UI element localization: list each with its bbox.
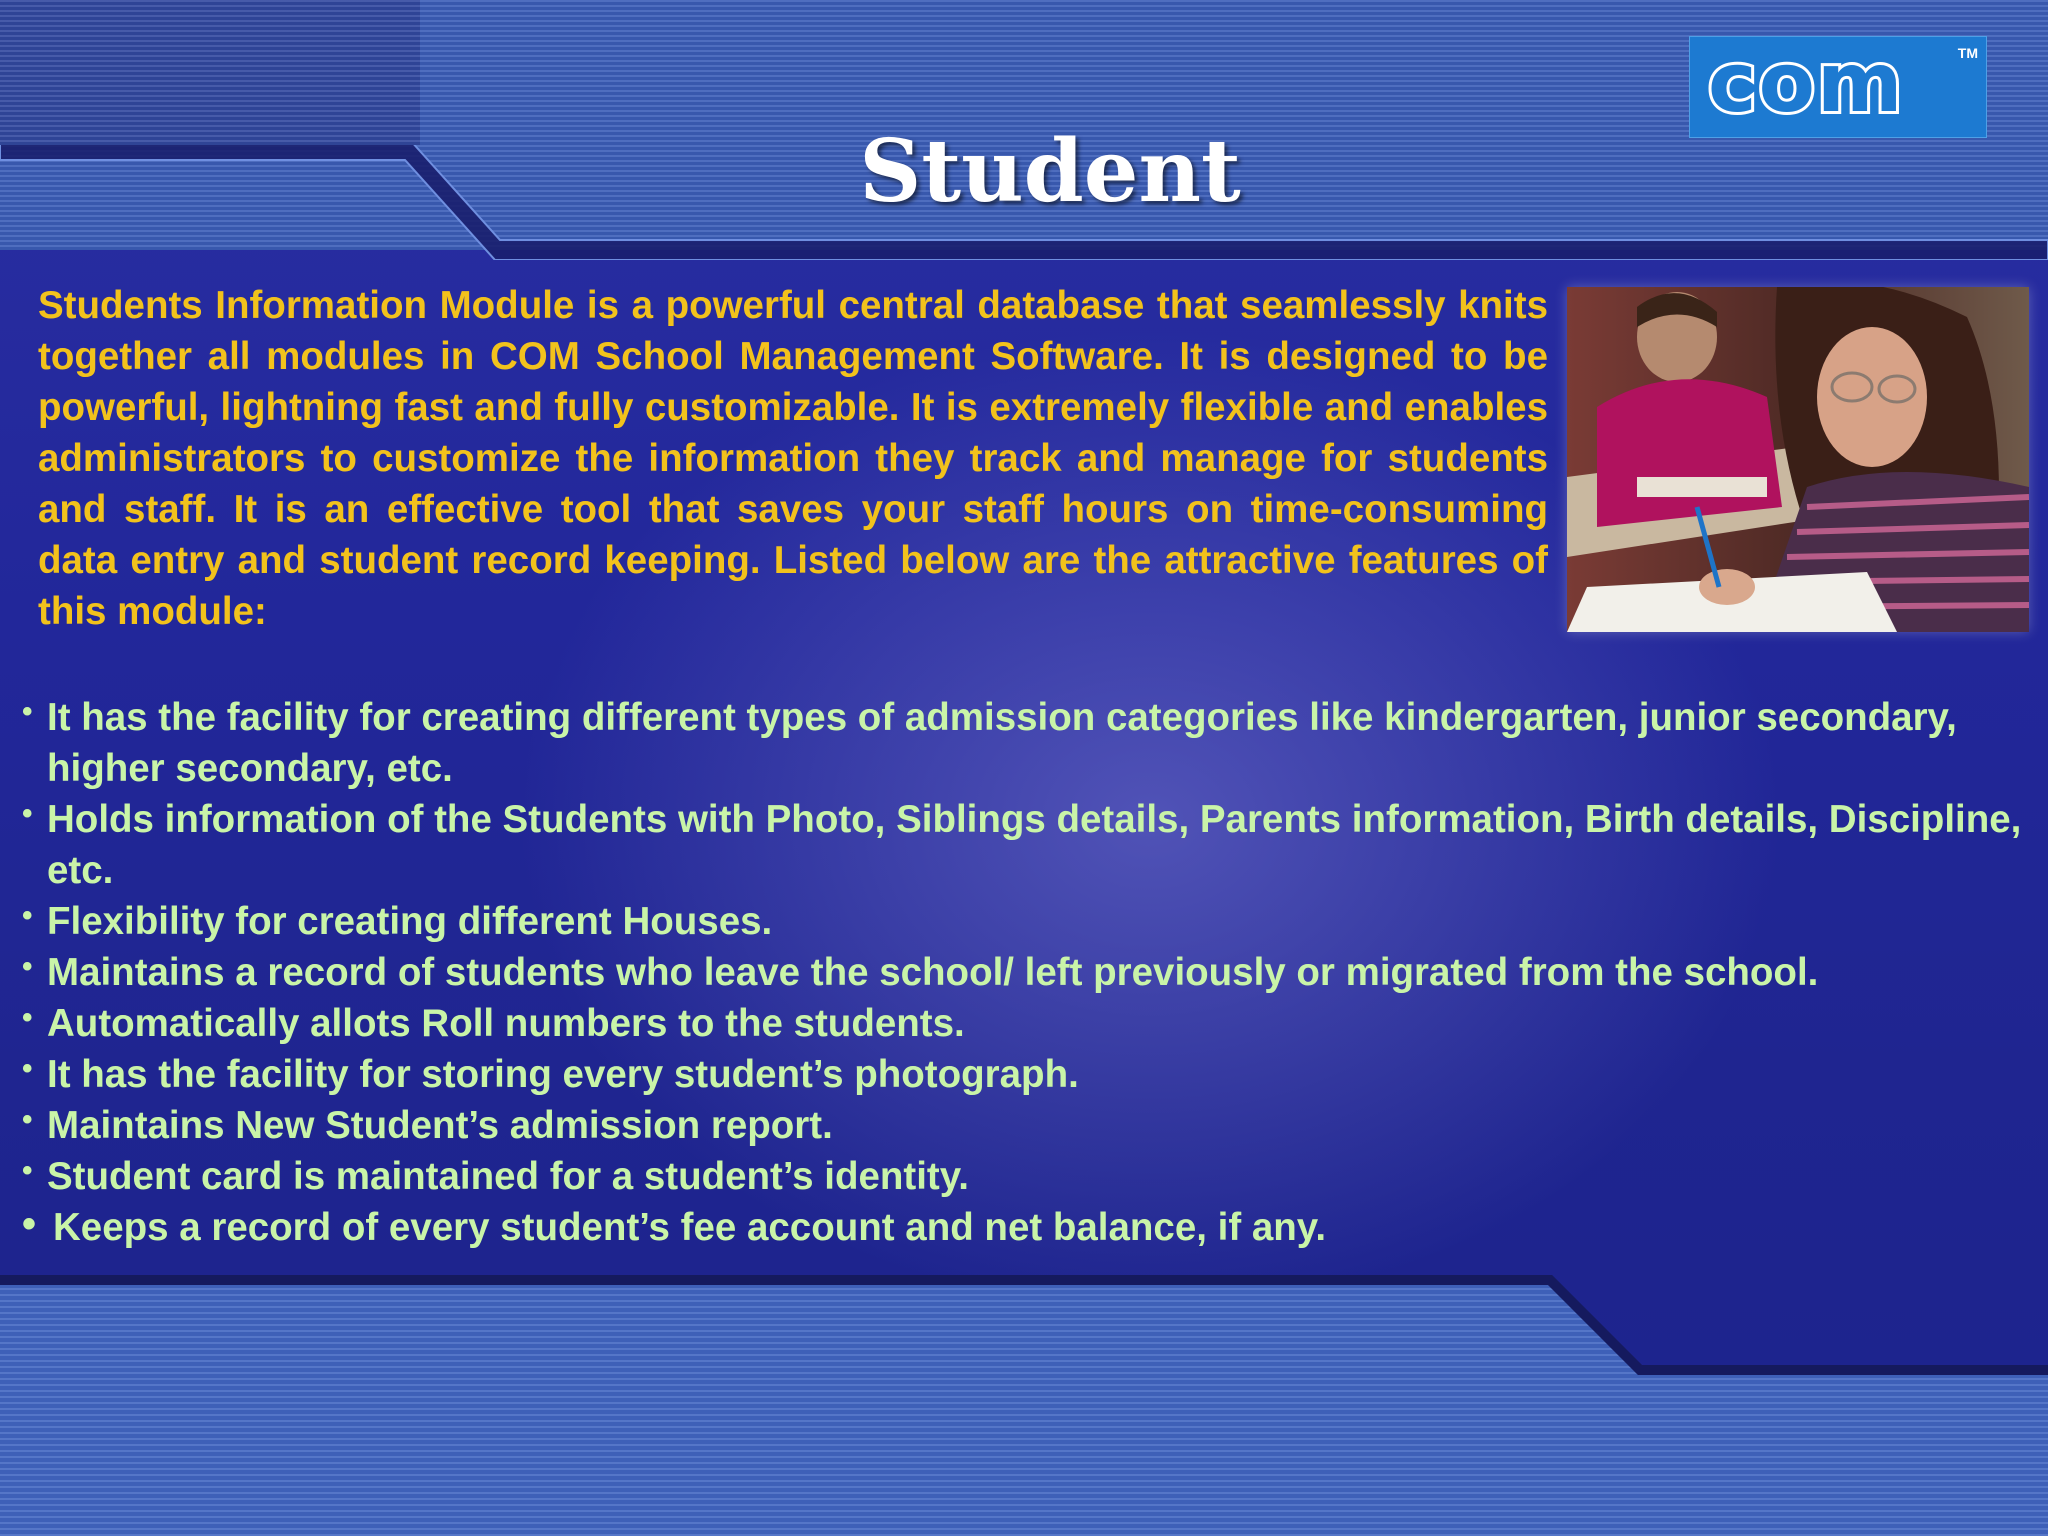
feature-list bbox=[20, 692, 2040, 1253]
feature-text: Holds information of the Students with Photo, Siblings details, Parents information, Birth details, Discipline, etc. bbox=[47, 798, 2022, 892]
feature-text: Student card is maintained for a student’s identity. bbox=[47, 1155, 969, 1198]
bullet: • bbox=[22, 1052, 33, 1085]
slide-title: Student bbox=[859, 121, 1241, 222]
feature-item bbox=[20, 794, 2040, 896]
bullet: • bbox=[22, 950, 33, 983]
feature-item bbox=[20, 1202, 2040, 1253]
bullet: • bbox=[22, 1103, 33, 1136]
bullet: • bbox=[22, 1202, 37, 1246]
feature-item bbox=[20, 896, 2040, 947]
feature-text: Flexibility for creating different Houses. bbox=[47, 900, 773, 943]
bottom-band-shape bbox=[0, 1270, 2048, 1536]
bullet: • bbox=[22, 899, 33, 932]
feature-text: Keeps a record of every student’s fee account and net balance, if any. bbox=[53, 1206, 1327, 1249]
logo-text: com bbox=[1708, 36, 1905, 131]
feature-item bbox=[20, 1151, 2040, 1202]
feature-item bbox=[20, 998, 2040, 1049]
feature-text: Maintains New Student’s admission report. bbox=[47, 1104, 833, 1147]
feature-item bbox=[20, 1100, 2040, 1151]
bullet: • bbox=[22, 1001, 33, 1034]
students-photo-drawing bbox=[1567, 287, 2029, 632]
logo-trademark: TM bbox=[1957, 45, 1978, 61]
feature-item bbox=[20, 1049, 2040, 1100]
feature-text: Automatically allots Roll numbers to the students. bbox=[47, 1002, 965, 1045]
intro-paragraph: Students Information Module is a powerful central database that seamlessly knits together all modules in COM School Management Software. It is designed to be powerful, lightning fast and fully customizable. It is extremely flexible and enables administrators to customize the information they track and manage for students and staff. It is an effective tool that saves your staff hours on time-consuming data entry and student record keeping. Listed below are the attractive features of this module: bbox=[38, 284, 1548, 633]
feature-item bbox=[20, 947, 2040, 998]
bullet: • bbox=[22, 695, 33, 728]
feature-text: It has the facility for storing every student’s photograph. bbox=[47, 1053, 1079, 1096]
feature-text: Maintains a record of students who leave the school/ left previously or migrated from the school. bbox=[47, 951, 1819, 994]
feature-text: It has the facility for creating different types of admission categories like kindergarten, junior secondary, higher secondary, etc. bbox=[47, 696, 1957, 790]
bullet: • bbox=[22, 1154, 33, 1187]
bullet: • bbox=[22, 797, 33, 830]
feature-item bbox=[20, 692, 2040, 794]
students-photo bbox=[1567, 287, 2029, 632]
